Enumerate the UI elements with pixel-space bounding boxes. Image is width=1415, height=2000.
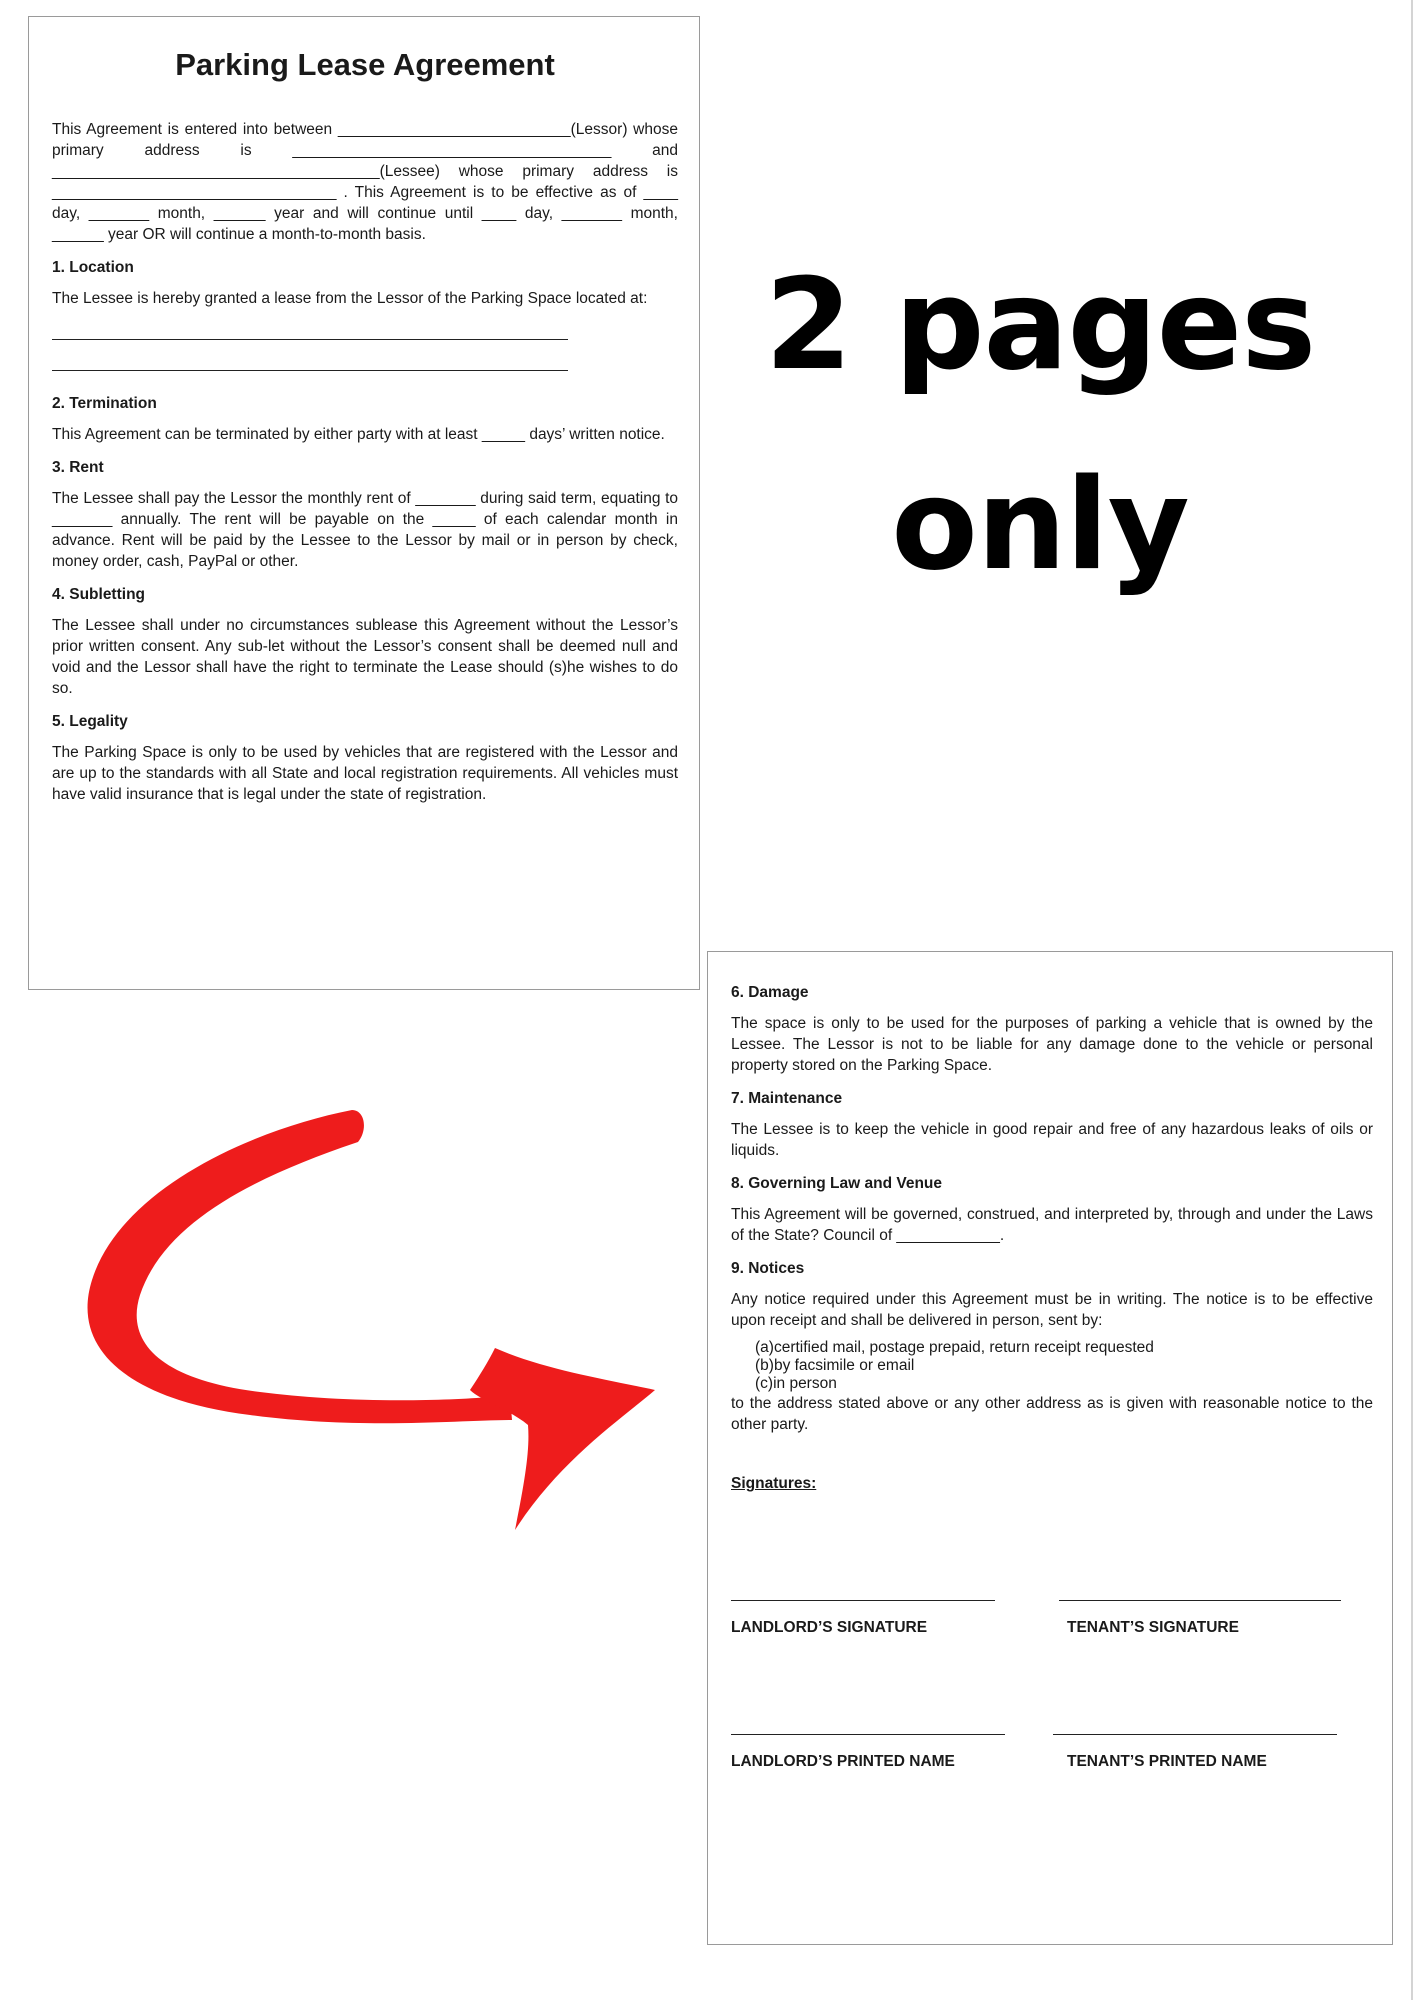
section-termination-heading: 2. Termination xyxy=(52,395,157,412)
signature-line xyxy=(731,1734,1005,1735)
printed-name-row xyxy=(731,1734,1371,1794)
section-location-body: The Lessee is hereby granted a lease from the Lessor of the Parking Space located at: xyxy=(52,290,648,307)
notices-closing-text: to the address stated above or any other address as is given with reasonable notice to the other party. xyxy=(731,1395,1373,1433)
signature-line xyxy=(731,1600,995,1601)
section-subletting-body: The Lessee shall under no circumstances sublease this Agreement without the Lessor’s prior written consent. Any sub-let without the Lessor’s consent shall be deemed null and void and the Lessor shall have the right to terminate the Lease should (s)he wishes to do so. xyxy=(52,617,678,697)
signature-row xyxy=(731,1600,1371,1660)
tenant-printed-name-field[interactable] xyxy=(1053,1734,1337,1772)
section-damage-heading: 6. Damage xyxy=(731,984,809,1001)
section-rent-heading: 3. Rent xyxy=(52,459,104,476)
right-edge-border xyxy=(1411,0,1413,2000)
notice-methods-list xyxy=(731,1339,1373,1393)
section-location-heading: 1. Location xyxy=(52,259,134,276)
landlord-printed-name-field[interactable] xyxy=(731,1734,1005,1772)
curved-arrow-icon xyxy=(0,1080,680,1550)
tenant-printed-name-label: TENANT’S PRINTED NAME xyxy=(1067,1753,1267,1770)
document-page-1 xyxy=(28,16,700,990)
document-page-2 xyxy=(707,951,1393,1945)
section-subletting-heading: 4. Subletting xyxy=(52,586,145,603)
section-notices-body: Any notice required under this Agreement must be in writing. The notice is to be effective upon receipt and shall be delivered in person, sent by: xyxy=(731,1291,1373,1329)
address-blank-line xyxy=(52,321,568,340)
signature-line xyxy=(1059,1600,1341,1601)
section-damage-body: The space is only to be used for the purposes of parking a vehicle that is owned by the Lessee. The Lessor is not to be liable for any damage done to the vehicle or personal property stored on the Parking Space. xyxy=(731,1015,1373,1074)
promo-text-line1: 2 pages xyxy=(764,251,1316,398)
signature-line xyxy=(1053,1734,1337,1735)
section-legality-heading: 5. Legality xyxy=(52,713,128,730)
tenant-signature-field[interactable] xyxy=(1059,1600,1341,1638)
section-rent-body: The Lessee shall pay the Lessor the monthly rent of _______ during said term, equating to _______ annually. The rent will be payable on the _____ of each calendar month in advance. Rent will be paid by the Lessee to the Lessor by mail or in person by check, money order, cash, PayPal or other. xyxy=(52,490,678,570)
section-termination-body: This Agreement can be terminated by either party with at least _____ days’ written notice. xyxy=(52,426,665,443)
section-legality-body: The Parking Space is only to be used by vehicles that are registered with the Lessor and are up to the standards with all State and local registration requirements. All vehicles must have valid insurance that is legal under the state of registration. xyxy=(52,744,678,803)
list-item: (c)in person xyxy=(755,1375,837,1392)
document-title: Parking Lease Agreement xyxy=(175,47,555,82)
promo-text-line2: only xyxy=(891,451,1189,598)
landlord-printed-name-label: LANDLORD’S PRINTED NAME xyxy=(731,1753,955,1770)
promo-text xyxy=(760,225,1320,625)
intro-paragraph: This Agreement is entered into between ___________________________(Lessor) whose primary address is _____________________________________ and ______________________________________(Lessee) whose primary address is _________________________________ . This Agreement is to be effective as of ____ day, _______ month, ______ year and will continue until ____ day, _______ month, ______ year OR will continue a month-to-month basis. xyxy=(52,121,678,243)
section-governing-law-body: This Agreement will be governed, construed, and interpreted by, through and under the Laws of the State? Council of ____________. xyxy=(731,1206,1373,1244)
tenant-signature-label: TENANT’S SIGNATURE xyxy=(1067,1619,1239,1636)
section-governing-law-heading: 8. Governing Law and Venue xyxy=(731,1175,943,1192)
signatures-heading: Signatures: xyxy=(731,1475,817,1492)
section-maintenance-body: The Lessee is to keep the vehicle in good repair and free of any hazardous leaks of oils or liquids. xyxy=(731,1121,1373,1159)
section-maintenance-heading: 7. Maintenance xyxy=(731,1090,843,1107)
list-item: (b)by facsimile or email xyxy=(755,1357,915,1374)
landlord-signature-label: LANDLORD’S SIGNATURE xyxy=(731,1619,928,1636)
list-item: (a)certified mail, postage prepaid, return receipt requested xyxy=(755,1339,1154,1356)
landlord-signature-field[interactable] xyxy=(731,1600,995,1638)
address-blank-line xyxy=(52,352,568,371)
section-notices-heading: 9. Notices xyxy=(731,1260,805,1277)
